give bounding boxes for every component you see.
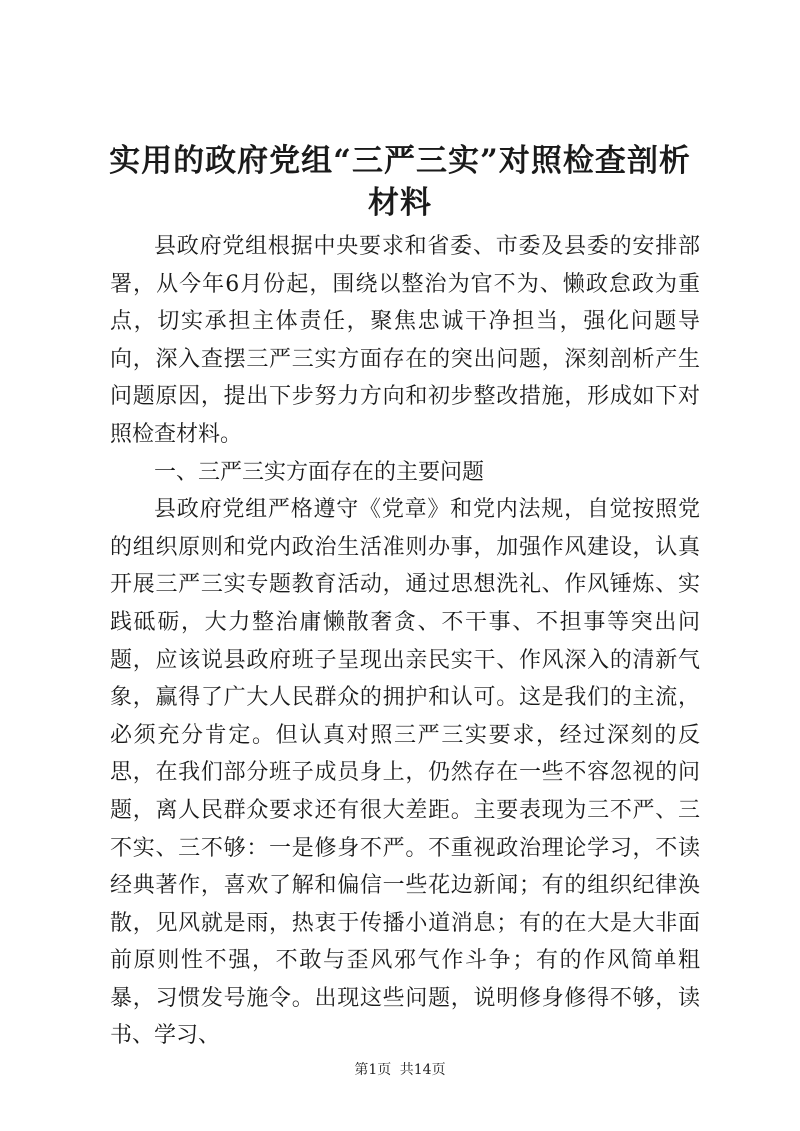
document-body: [110, 228, 700, 1055]
page-footer: [0, 1060, 800, 1080]
section-heading: 一、三严三实方面存在的主要问题: [154, 459, 485, 485]
document-title: 实用的政府党组“三严三实”对照检查剖析材料: [109, 143, 691, 221]
intro-paragraph: 县政府党组根据中央要求和省委、市委及县委的安排部署，从今年6月份起，围绕以整治为官不为、懒政怠政为重点，切实承担主体责任，聚焦忠诚干净担当，强化问题导向，深入查摆三严三实方面存在的突出问题，深刻剖析产生问题原因，提出下步努力方向和初步整改措施，形成如下对照检查材料。: [110, 234, 700, 447]
body-paragraph: 县政府党组严格遵守《党章》和党内法规，自觉按照党的组织原则和党内政治生活准则办事，加强作风建设，认真开展三严三实专题教育活动，通过思想洗礼、作风锤炼、实践砥砺，大力整治庸懒散奢贪、不干事、不担事等突出问题，应该说县政府班子呈现出亲民实干、作风深入的清新气象，赢得了广大人民群众的拥护和认可。这是我们的主流，必须充分肯定。但认真对照三严三实要求，经过深刻的反思，在我们部分班子成员身上，仍然存在一些不容忽视的问题，离人民群众要求还有很大差距。主要表现为三不严、三不实、三不够：一是修身不严。不重视政治理论学习，不读经典著作，喜欢了解和偏信一些花边新闻；有的组织纪律涣散，见风就是雨，热衷于传播小道消息；有的在大是大非面前原则性不强，不敢与歪风邪气作斗争；有的作风简单粗暴，习惯发号施令。出现这些问题，说明修身修得不够，读书、学习、: [110, 497, 700, 1049]
page-total: 共14页: [399, 1062, 446, 1078]
page-number: 第1页: [354, 1062, 392, 1078]
